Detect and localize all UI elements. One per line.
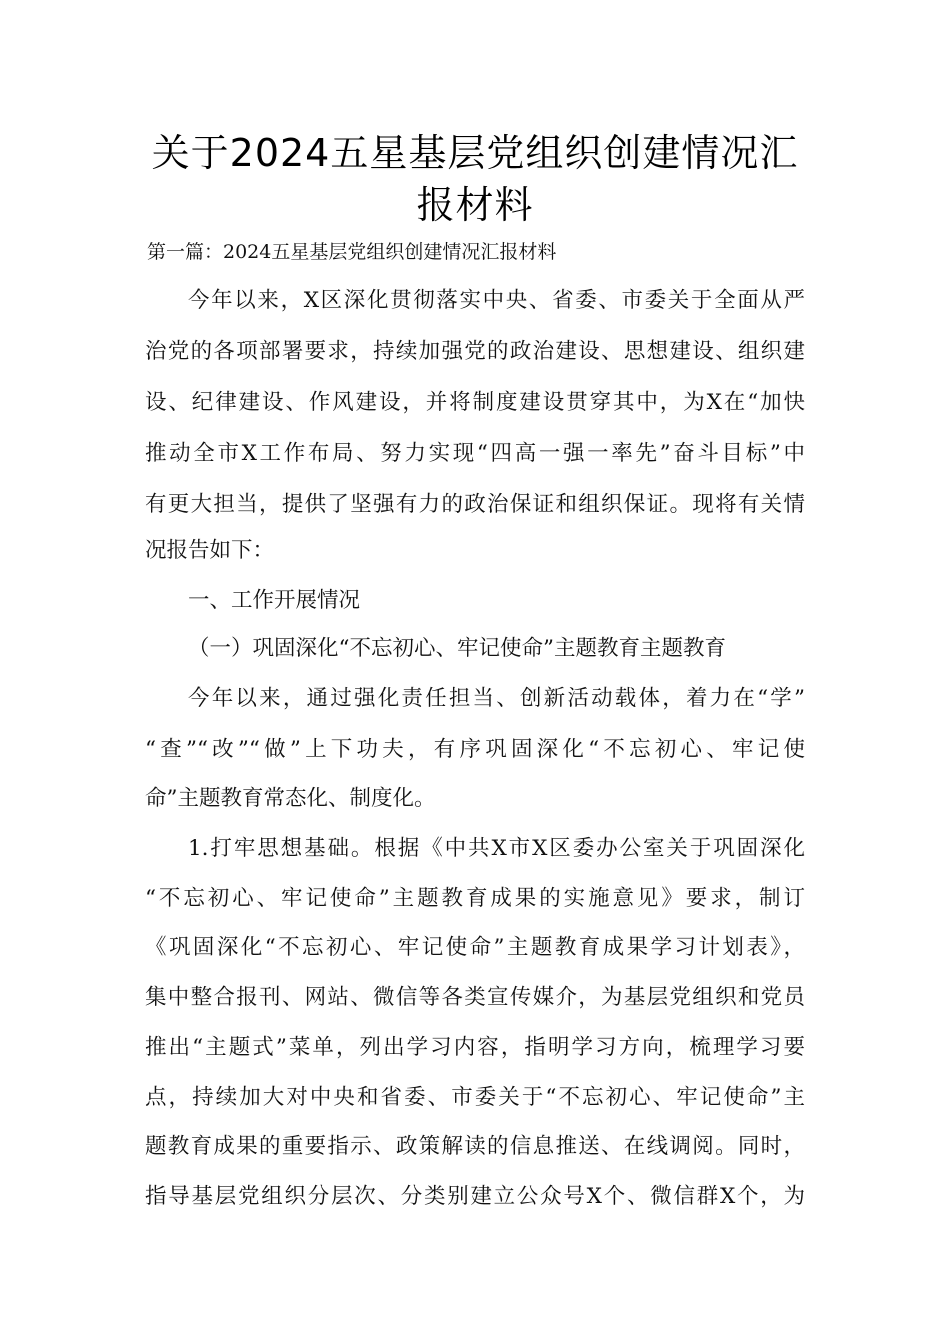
document-title-line-2: 报材料 xyxy=(416,183,534,227)
document-title-line-1: 关于2024五星基层党组织创建情况汇 xyxy=(151,131,799,175)
paragraph-line: 今年以来，X区深化贯彻落实中央、省委、市委关于全面从严 xyxy=(188,288,805,313)
paragraph-line: 推出“主题式”菜单，列出学习内容，指明学习方向，梳理学习要 xyxy=(145,1035,805,1060)
paragraph-line: 命”主题教育常态化、制度化。 xyxy=(145,786,436,811)
paragraph-line: 况报告如下： xyxy=(145,538,275,563)
paragraph-line: 集中整合报刊、网站、微信等各类宣传媒介，为基层党组织和党员 xyxy=(145,985,805,1010)
subsection-heading: （一）巩固深化“不忘初心、牢记使命”主题教育主题教育 xyxy=(188,636,726,661)
paragraph-line: “查”“改”“做”上下功夫，有序巩固深化“不忘初心、牢记使 xyxy=(145,737,805,762)
paragraph-line: 有更大担当，提供了坚强有力的政治保证和组织保证。现将有关情 xyxy=(145,492,805,517)
paragraph-line: 指导基层党组织分层次、分类别建立公众号X个、微信群X个，为 xyxy=(145,1184,805,1209)
document-subtitle: 第一篇：2024五星基层党组织创建情况汇报材料 xyxy=(147,241,557,263)
paragraph-line: 《巩固深化“不忘初心、牢记使命”主题教育成果学习计划表》， xyxy=(145,935,805,960)
paragraph-line: 1.打牢思想基础。根据《中共X市X区委办公室关于巩固深化 xyxy=(188,836,805,861)
paragraph-line: 设、纪律建设、作风建设，并将制度建设贯穿其中，为X在“加快 xyxy=(145,390,805,415)
section-heading: 一、工作开展情况 xyxy=(188,588,361,613)
paragraph-line: 今年以来，通过强化责任担当、创新活动载体，着力在“学” xyxy=(188,686,805,711)
paragraph-line: 题教育成果的重要指示、政策解读的信息推送、在线调阅。同时， xyxy=(145,1134,805,1159)
paragraph-line: 推动全市X工作布局、努力实现“四高一强一率先”奋斗目标”中 xyxy=(145,441,805,466)
paragraph-line: 治党的各项部署要求，持续加强党的政治建设、思想建设、组织建 xyxy=(145,339,805,364)
paragraph-line: 点，持续加大对中央和省委、市委关于“不忘初心、牢记使命”主 xyxy=(145,1085,805,1110)
paragraph-line: “不忘初心、牢记使命”主题教育成果的实施意见》要求，制订 xyxy=(145,886,805,911)
